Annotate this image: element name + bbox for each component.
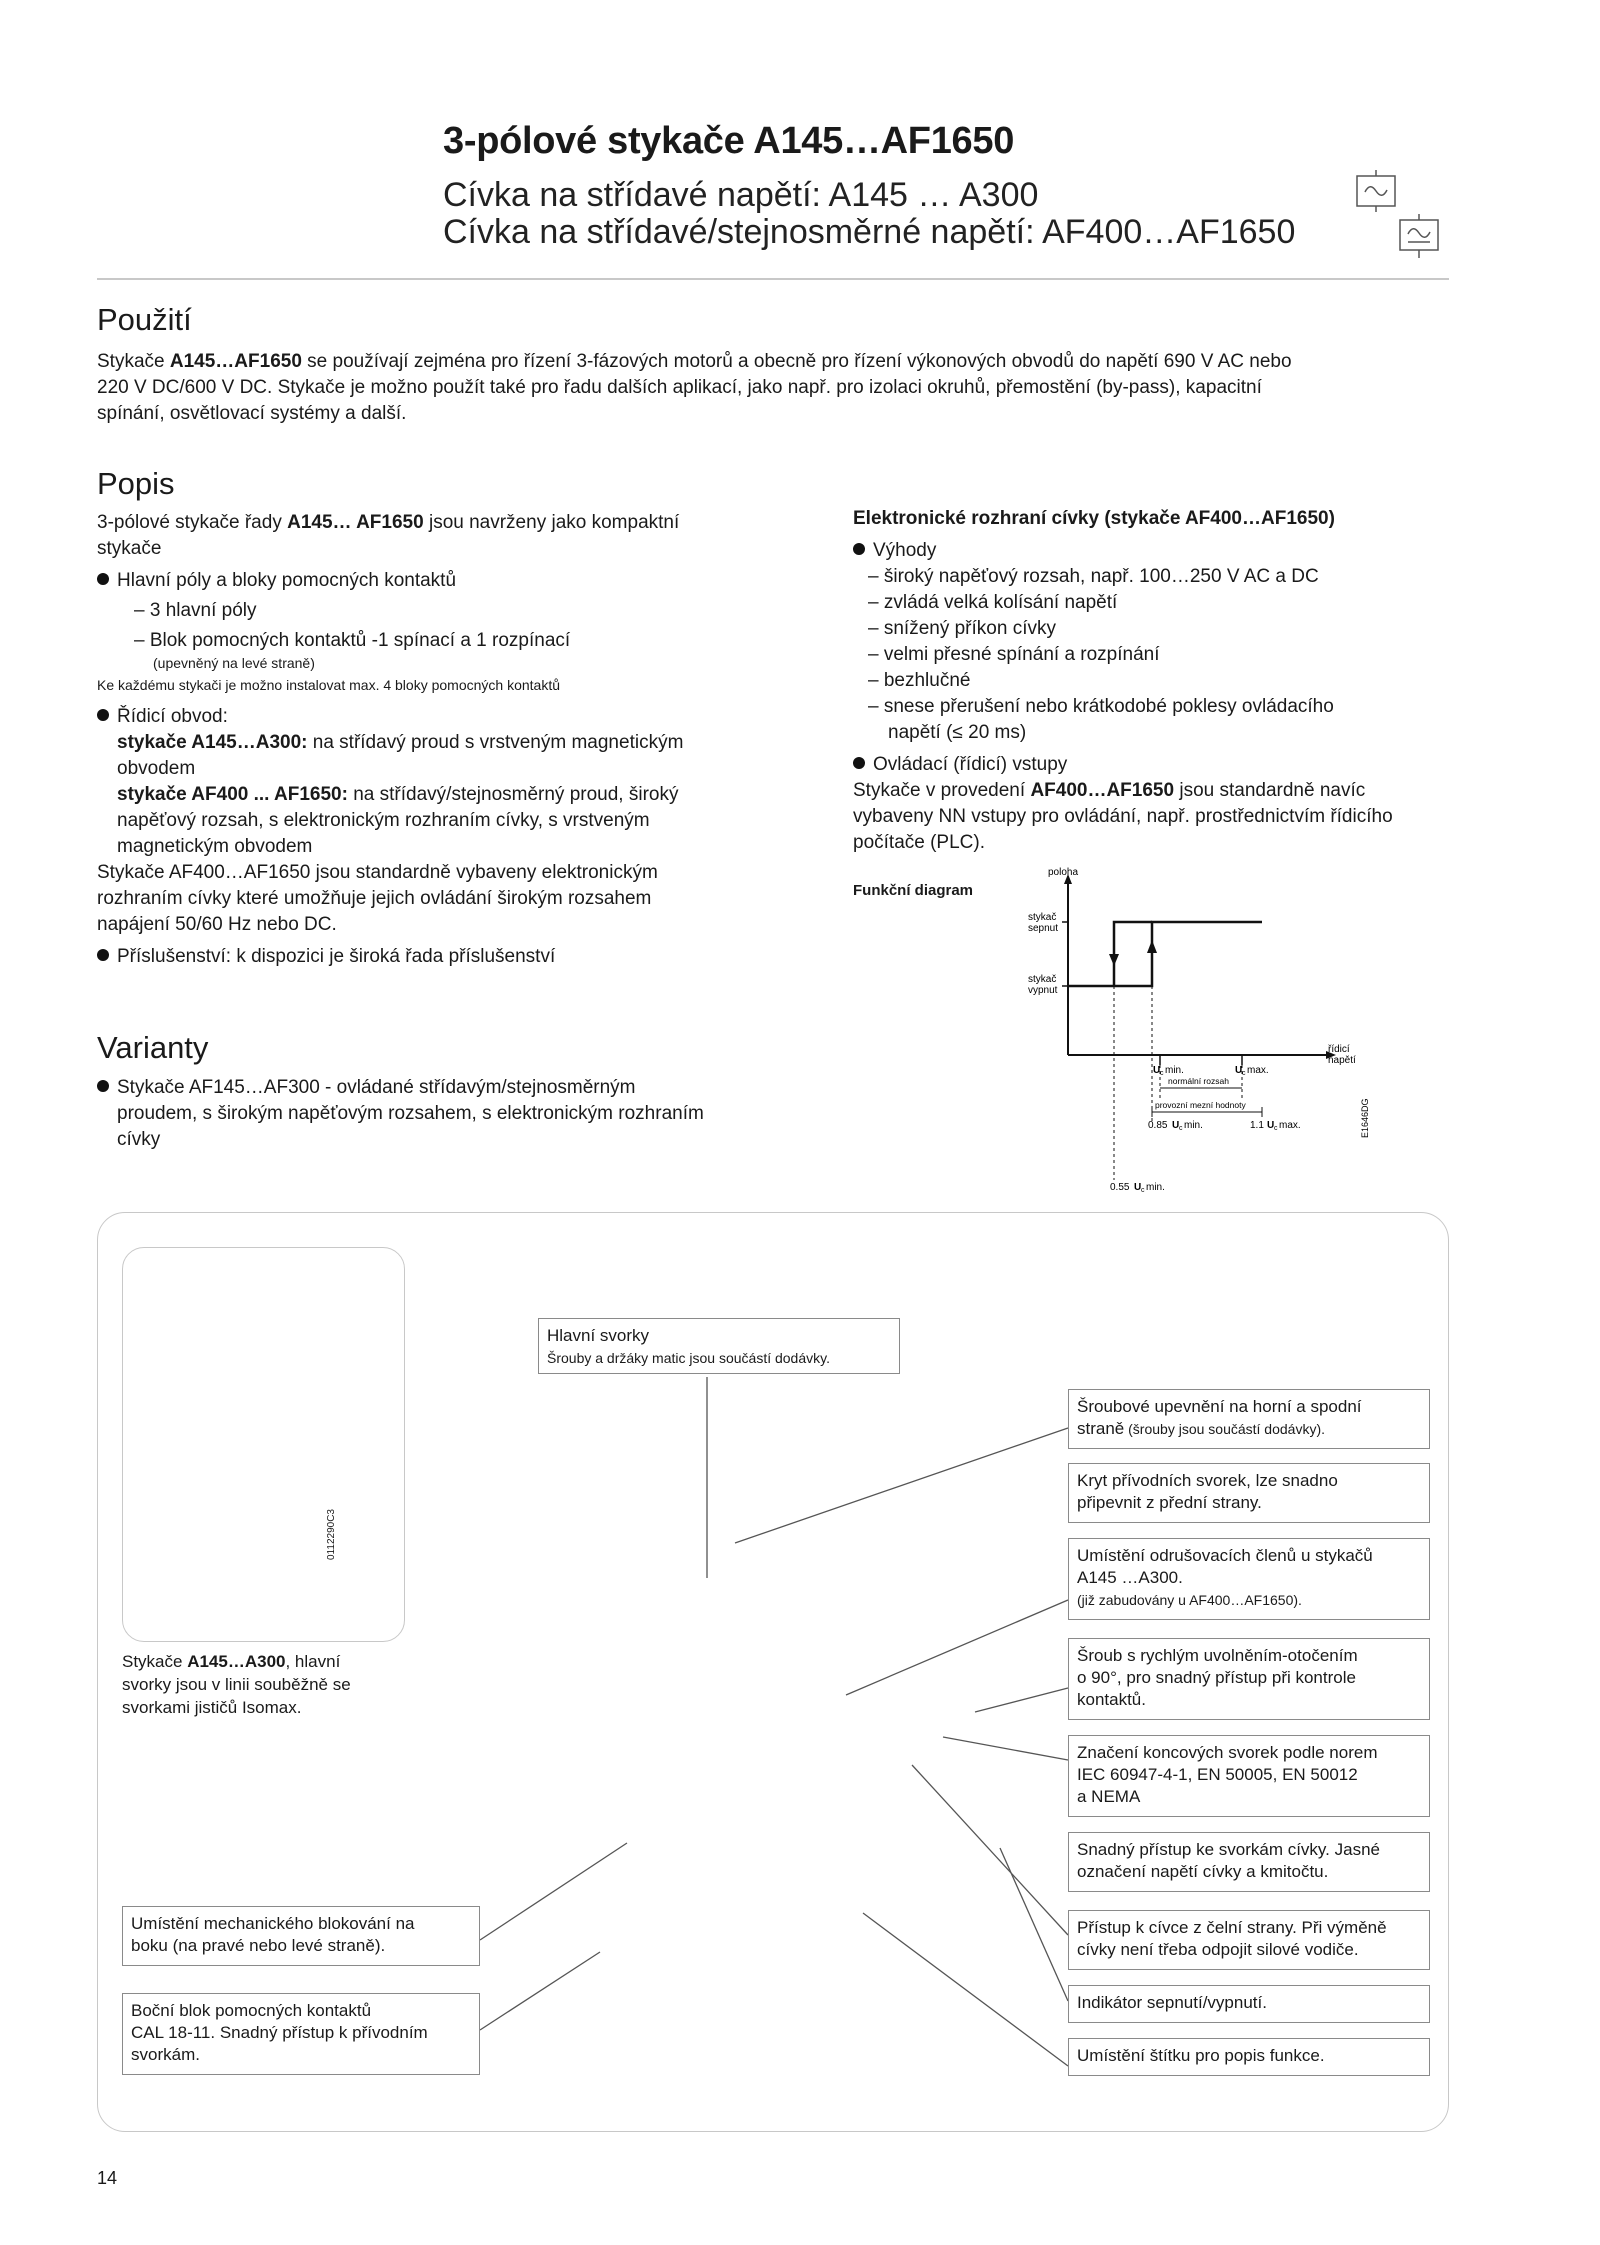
page-number: 14: [97, 2168, 118, 2188]
svg-text:max.: max.: [1279, 1120, 1301, 1131]
diagram-code: E1646DG: [1360, 1098, 1370, 1138]
popis-column: 3-pólové stykače řady A145… AF1650 jsou navrženy jako kompaktní stykače Hlavní póly a bloky pomocných kontaktů – 3 hlavní póly – Blok pomocných kontaktů -1 spínací a 1 rozpínací (upevněný na levé straně) Ke každému stykači je možno instalovat max. 4 bloky pomocných kontaktů Řídicí obvod: stykače A145…A300: na střídavý proud s vrstveným magnetickým obvodem stykače AF400 ... AF1650: na střídavý/stejnosměrný proud, široký napěťový rozsah, s elektronickým rozhraním cívky, s vrstveným magnetickým obvodem Stykače AF400…AF1650 jsou standardně vybaveny elektronickým rozhraním cívky které umožňuje jejich ovládání širokým rozsahem napájení 50/60 Hz nebo DC. Příslušenství: k dispozici je široká řada příslušenství: [97, 512, 684, 967]
svg-text:1.1: 1.1: [1250, 1120, 1264, 1131]
svg-text:normální rozsah: normální rozsah: [1168, 1076, 1229, 1086]
svg-text:provozní mezní hodnoty: provozní mezní hodnoty: [1155, 1100, 1246, 1110]
callout-indicator: Indikátor sepnutí/vypnutí.: [1068, 1985, 1430, 2023]
callout-terminal-cover: Kryt přívodních svorek, lze snadno připevnit z přední strany.: [1068, 1463, 1430, 1523]
svg-text:řídicí: řídicí: [1328, 1044, 1350, 1055]
svg-text:c: c: [1242, 1070, 1246, 1077]
svg-text:min.: min.: [1146, 1182, 1165, 1193]
callout-mechanical-interlock: Umístění mechanického blokování na boku (na pravé nebo levé straně).: [122, 1906, 480, 1966]
section-heading-popis: Popis: [97, 466, 175, 501]
svg-text:U: U: [1172, 1120, 1180, 1131]
svg-text:U: U: [1153, 1065, 1161, 1076]
svg-text:min.: min.: [1165, 1065, 1184, 1076]
callout-coil-access: Přístup k cívce z čelní strany. Při výměně cívky není třeba odpojit silové vodiče.: [1068, 1910, 1430, 1970]
callout-screw-mounting: Šroubové upevnění na horní a spodní straně (šrouby jsou součástí dodávky).: [1068, 1389, 1430, 1449]
callout-label-location: Umístění štítku pro popis funkce.: [1068, 2038, 1430, 2076]
callout-main-terminals: Hlavní svorky Šrouby a držáky matic jsou součástí dodávky.: [538, 1318, 900, 1374]
svg-text:c: c: [1274, 1125, 1278, 1132]
svg-text:stykač: stykač: [1028, 912, 1057, 923]
diagram-title: Funkční diagram: [853, 882, 974, 899]
svg-text:0.55: 0.55: [1110, 1182, 1130, 1193]
svg-text:vypnut: vypnut: [1028, 985, 1058, 996]
svg-text:0.85: 0.85: [1148, 1120, 1168, 1131]
section-heading-varianty: Varianty: [97, 1030, 209, 1065]
image-code: 0112290C3: [326, 1509, 337, 1560]
callout-terminal-marking: Značení koncových svorek podle norem IEC 60947-4-1, EN 50005, EN 50012 a NEMA: [1068, 1735, 1430, 1817]
page-title: 3-pólové stykače A145…AF1650: [443, 120, 1015, 162]
electronic-interface-column: Elektronické rozhraní cívky (stykače AF400…AF1650) Výhody – široký napěťový rozsah, např. 100…250 V AC a DC – zvládá velká kolísání napětí – snížený příkon cívky – velmi přesné spínání a rozpínání – bezhlučné – snese přerušení nebo krátkodobé poklesy ovládacího napětí (≤ 20 ms) Ovládací (řídicí) vstupy Stykače v provedení AF400…AF1650 jsou standardně navíc vybaveny NN vstupy pro ovládání, např. prostřednictvím řídicího počítače (PLC).: [853, 506, 1453, 856]
callout-coil-terminals: Snadný přístup ke svorkám cívky. Jasné označení napětí cívky a kmitočtu.: [1068, 1832, 1430, 1892]
varianty-list: Stykače AF145…AF300 - ovládané střídavým/stejnosměrným proudem, s širokým napěťovým rozsahem, s elektronickým rozhraním cívky: [97, 1075, 797, 1153]
figure-caption: Stykače A145…A300, hlavní svorky jsou v linii souběžně se svorkami jističů Isomax.: [122, 1652, 351, 1717]
svg-text:U: U: [1267, 1120, 1275, 1131]
callout-surge-suppressor: Umístění odrušovacích členů u stykačů A145 …A300. (již zabudovány u AF400…AF1650).: [1068, 1538, 1430, 1620]
svg-text:sepnut: sepnut: [1028, 923, 1059, 934]
svg-text:napětí: napětí: [1328, 1055, 1356, 1066]
svg-text:stykač: stykač: [1028, 974, 1057, 985]
svg-text:min.: min.: [1184, 1120, 1203, 1131]
callout-side-auxiliary-block: Boční blok pomocných kontaktů CAL 18-11. Snadný přístup k přívodním svorkám.: [122, 1993, 480, 2075]
svg-text:c: c: [1179, 1125, 1183, 1132]
diagram-y-label: poloha: [1048, 867, 1079, 878]
svg-text:c: c: [1160, 1070, 1164, 1077]
page-subtitle-ac: Cívka na střídavé napětí: A145 … A300: [443, 176, 1039, 214]
svg-text:U: U: [1134, 1182, 1142, 1193]
svg-text:c: c: [1141, 1187, 1145, 1194]
pouziti-paragraph: Stykače A145…AF1650 se používají zejména pro řízení 3-fázových motorů a obecně pro řízení výkonových obvodů do napětí 690 V AC nebo 220 V DC/600 V DC. Stykače je možno použít také pro řadu dalších aplikací, jako např. pro izolaci okruhů, přemostění (by-pass), kapacitní spínání, osvětlovací systémy a další.: [97, 351, 1292, 424]
callout-quick-release-screw: Šroub s rychlým uvolněním-otočením o 90°, pro snadný přístup při kontrole kontaktů.: [1068, 1638, 1430, 1720]
page-subtitle-acdc: Cívka na střídavé/stejnosměrné napětí: AF400…AF1650: [443, 213, 1296, 251]
svg-text:max.: max.: [1247, 1065, 1269, 1076]
electronic-interface-heading: Elektronické rozhraní cívky (stykače AF400…AF1650): [853, 508, 1335, 529]
svg-text:U: U: [1235, 1065, 1243, 1076]
section-heading-pouziti: Použití: [97, 302, 192, 337]
